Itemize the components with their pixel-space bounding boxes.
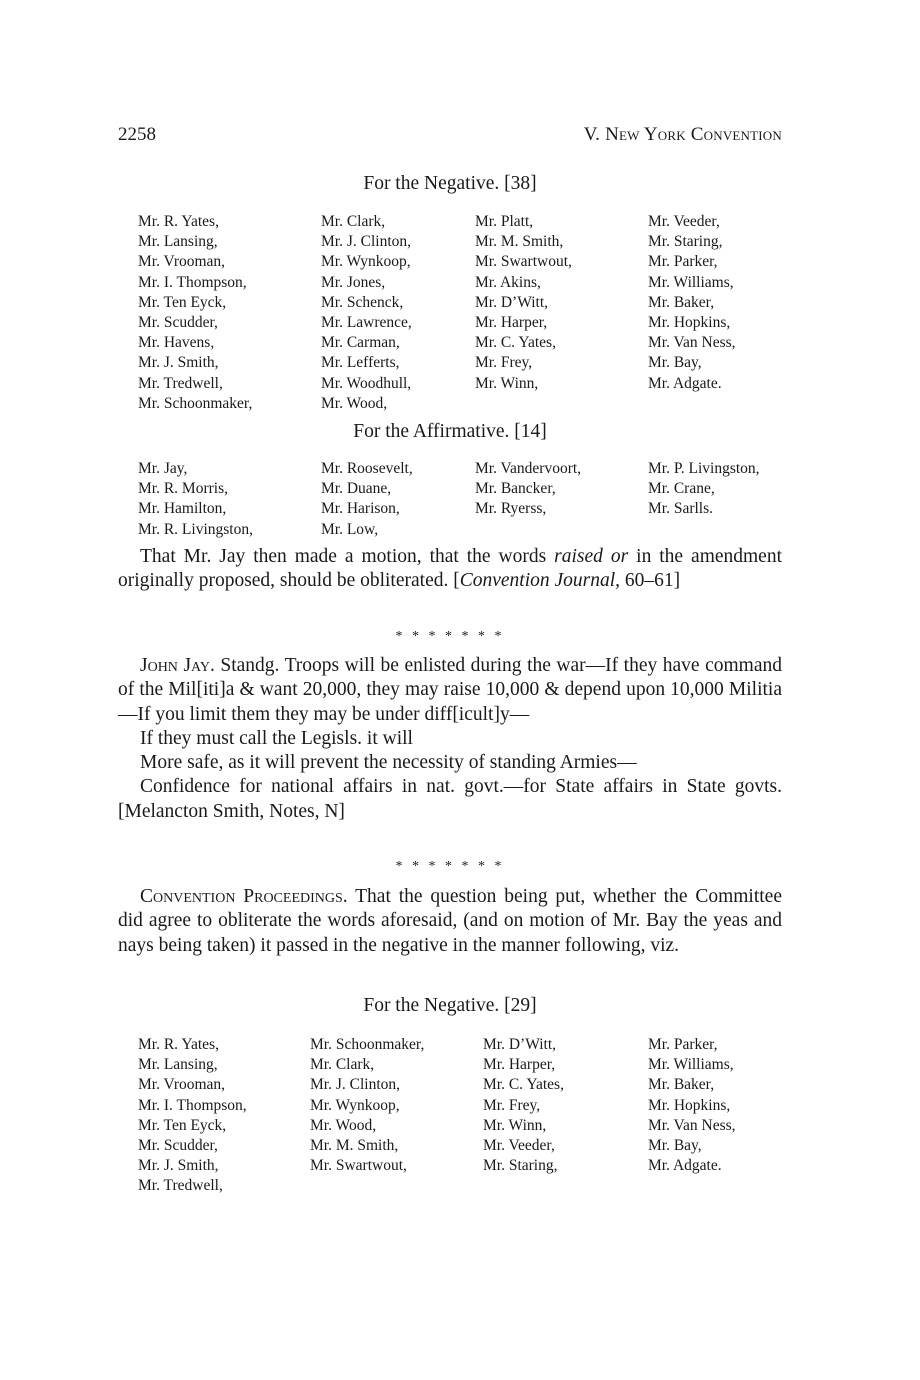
member-name: Mr. Schoonmaker,	[310, 1036, 425, 1053]
speaker-name: John Jay.	[140, 655, 215, 676]
member-name: Mr. C. Yates,	[483, 1076, 564, 1094]
member-name	[648, 1176, 788, 1196]
member-name: Mr. Ten Eyck,	[138, 293, 227, 311]
vote-list-negative-38	[138, 212, 788, 414]
member-name	[648, 394, 788, 414]
name-row	[138, 273, 788, 293]
member-name: Mr. Lefferts,	[321, 354, 400, 372]
page-header	[118, 124, 782, 148]
member-name: Mr. Jay,	[138, 460, 188, 477]
member-name: Mr. Wynkoop,	[321, 253, 411, 271]
member-name: Mr. Schenck,	[321, 293, 404, 311]
member-name: Mr. Adgate.	[648, 374, 722, 392]
member-name	[475, 394, 648, 414]
name-row	[138, 232, 788, 252]
section-separator: * * * * * * *	[395, 629, 505, 644]
member-name: Mr. Scudder,	[138, 1136, 218, 1154]
member-name	[310, 1176, 483, 1196]
vote-list-affirmative-14	[138, 459, 788, 540]
member-name: Mr. Williams,	[648, 1056, 734, 1074]
member-name: Mr. Frey,	[483, 1096, 541, 1114]
member-name: Mr. Scudder,	[138, 313, 218, 331]
member-name: Mr. Ten Eyck,	[138, 1116, 227, 1134]
member-name: Mr. Baker,	[648, 293, 715, 311]
name-row	[138, 394, 788, 414]
name-row	[138, 1075, 788, 1095]
name-row	[138, 499, 788, 519]
member-name: Mr. Roosevelt,	[321, 460, 413, 477]
member-name: Mr. Vrooman,	[138, 1076, 226, 1094]
member-name: Mr. Parker,	[648, 253, 718, 271]
member-name: Mr. Van Ness,	[648, 334, 736, 352]
member-name: Mr. Akins,	[475, 273, 541, 291]
page-number: 2258	[118, 124, 156, 145]
member-name: Mr. R. Yates,	[138, 1036, 219, 1053]
member-name: Mr. Lansing,	[138, 233, 218, 251]
member-name: Mr. R. Morris,	[138, 480, 228, 498]
vote-heading-affirmative-14: For the Affirmative. [14]	[353, 421, 547, 442]
member-name: Mr. P. Livingston,	[648, 460, 760, 477]
name-row	[138, 293, 788, 313]
member-name: Mr. Carman,	[321, 334, 400, 352]
member-name: Mr. Swartwout,	[310, 1157, 407, 1175]
name-row	[138, 1176, 788, 1196]
proceedings-text: That the question being put, whether the Committee did agree to obliterate the words aforesaid, (and on motion of Mr. Bay the yeas and nays being taken) it passed in the negative in the manner following, viz.	[118, 886, 782, 956]
member-name: Mr. Duane,	[321, 480, 392, 498]
proceedings-label: Convention Proceedings.	[140, 886, 348, 907]
paragraph-motion-text-b: in the amendment originally proposed, should be obliterated. [	[118, 546, 783, 592]
paragraph-convention-proceedings	[118, 885, 782, 958]
member-name: Mr. Low,	[321, 520, 379, 538]
member-name: Mr. Wynkoop,	[310, 1096, 400, 1114]
member-name: Mr. R. Yates,	[138, 213, 219, 230]
member-name: Mr. Harper,	[475, 313, 548, 331]
member-name: Mr. Schoonmaker,	[138, 394, 253, 412]
member-name: Mr. Staring,	[483, 1157, 558, 1175]
member-name: Mr. Van Ness,	[648, 1116, 736, 1134]
member-name: Mr. D’Witt,	[483, 1036, 556, 1053]
member-name: Mr. R. Livingston,	[138, 520, 253, 538]
running-head	[584, 124, 782, 146]
name-row	[138, 1136, 788, 1156]
name-row	[138, 1096, 788, 1116]
member-name: Mr. Crane,	[648, 480, 715, 498]
member-name: Mr. Wood,	[310, 1116, 377, 1134]
member-name: Mr. Clark,	[321, 213, 386, 230]
member-name: Mr. I. Thompson,	[138, 1096, 247, 1114]
paragraph-motion	[118, 545, 782, 594]
name-row	[138, 1035, 788, 1055]
name-row	[138, 313, 788, 333]
member-name: Mr. Lansing,	[138, 1056, 218, 1074]
name-row	[138, 479, 788, 499]
name-row	[138, 1055, 788, 1075]
name-row	[138, 333, 788, 353]
member-name: Mr. Bay,	[648, 1136, 702, 1154]
member-name: Mr. Tredwell,	[138, 374, 223, 392]
member-name: Mr. Havens,	[138, 334, 215, 352]
name-row	[138, 459, 788, 479]
member-name: Mr. Winn,	[475, 374, 539, 392]
member-name: Mr. Tredwell,	[138, 1177, 223, 1195]
vote-heading-negative-29: For the Negative. [29]	[363, 995, 537, 1016]
section-separator-2: * * * * * * *	[395, 859, 505, 874]
name-row	[138, 212, 788, 232]
member-name: Mr. Harper,	[483, 1056, 556, 1074]
member-name: Mr. Bancker,	[475, 480, 556, 498]
member-name: Mr. Vandervoort,	[475, 460, 582, 477]
member-name: Mr. Clark,	[310, 1056, 375, 1074]
member-name: Mr. Hopkins,	[648, 313, 731, 331]
running-head-roman: V.	[583, 124, 601, 145]
member-name: Mr. Adgate.	[648, 1157, 722, 1175]
member-name: Mr. Veeder,	[483, 1136, 555, 1154]
member-name: Mr. Jones,	[321, 273, 386, 291]
name-row	[138, 374, 788, 394]
member-name: Mr. M. Smith,	[310, 1136, 399, 1154]
member-name: Mr. Frey,	[475, 354, 533, 372]
member-name: Mr. Baker,	[648, 1076, 715, 1094]
paragraph-john-jay	[118, 654, 782, 824]
running-head-title: New York Convention	[605, 124, 782, 145]
member-name: Mr. Veeder,	[648, 213, 720, 230]
member-name	[648, 520, 788, 540]
member-name: Mr. Bay,	[648, 354, 702, 372]
member-name: Mr. Hamilton,	[138, 500, 227, 518]
member-name: Mr. Hopkins,	[648, 1096, 731, 1114]
member-name: Mr. Swartwout,	[475, 253, 572, 271]
member-name: Mr. Lawrence,	[321, 313, 412, 331]
member-name: Mr. J. Smith,	[138, 1157, 219, 1175]
member-name: Mr. Staring,	[648, 233, 723, 251]
member-name: Mr. D’Witt,	[475, 293, 548, 311]
paragraph-motion-italic-a: raised or	[554, 546, 629, 567]
jay-speech: Standg. Troops will be enlisted during the war—If they have command of the Mil[iti]a & want 20,000, they may raise 10,000 & depend upon 10,000 Militia—If you limit them they may be under diff[icult]y—	[118, 655, 782, 725]
member-name: Mr. Platt,	[475, 213, 534, 230]
member-name	[483, 1176, 648, 1196]
name-row	[138, 520, 788, 540]
name-row	[138, 1156, 788, 1176]
member-name: Mr. M. Smith,	[475, 233, 564, 251]
member-name: Mr. Harison,	[321, 500, 400, 518]
member-name: Mr. Winn,	[483, 1116, 547, 1134]
paragraph-motion-italic-b: Convention Journal,	[459, 570, 621, 592]
member-name: Mr. I. Thompson,	[138, 273, 247, 291]
vote-list-negative-29	[138, 1035, 788, 1197]
paragraph-motion-text-a: That Mr. Jay then made a motion, that the words	[140, 546, 555, 567]
member-name: Mr. J. Clinton,	[321, 233, 412, 251]
name-row	[138, 353, 788, 373]
vote-heading-negative-38: For the Negative. [38]	[363, 173, 537, 194]
member-name: Mr. C. Yates,	[475, 334, 556, 352]
member-name: Mr. Parker,	[648, 1036, 718, 1053]
member-name: Mr. Woodhull,	[321, 374, 412, 392]
name-row	[138, 1116, 788, 1136]
jay-line-legislature: If they must call the Legisls. it will	[140, 727, 413, 749]
member-name: Mr. Vrooman,	[138, 253, 226, 271]
member-name: Mr. J. Clinton,	[310, 1076, 401, 1094]
member-name: Mr. Williams,	[648, 273, 734, 291]
jay-line-confidence: Confidence for national affairs in nat. govt.—for State affairs in State govts. [Melancton Smith, Notes, N]	[118, 776, 782, 822]
member-name	[475, 520, 648, 540]
member-name: Mr. Sarlls.	[648, 500, 714, 518]
paragraph-motion-text-c: 60–61]	[620, 570, 681, 592]
member-name: Mr. Wood,	[321, 394, 388, 412]
member-name: Mr. Ryerss,	[475, 500, 547, 518]
jay-line-armies: More safe, as it will prevent the necessity of standing Armies—	[140, 752, 637, 774]
member-name: Mr. J. Smith,	[138, 354, 219, 372]
name-row	[138, 252, 788, 272]
